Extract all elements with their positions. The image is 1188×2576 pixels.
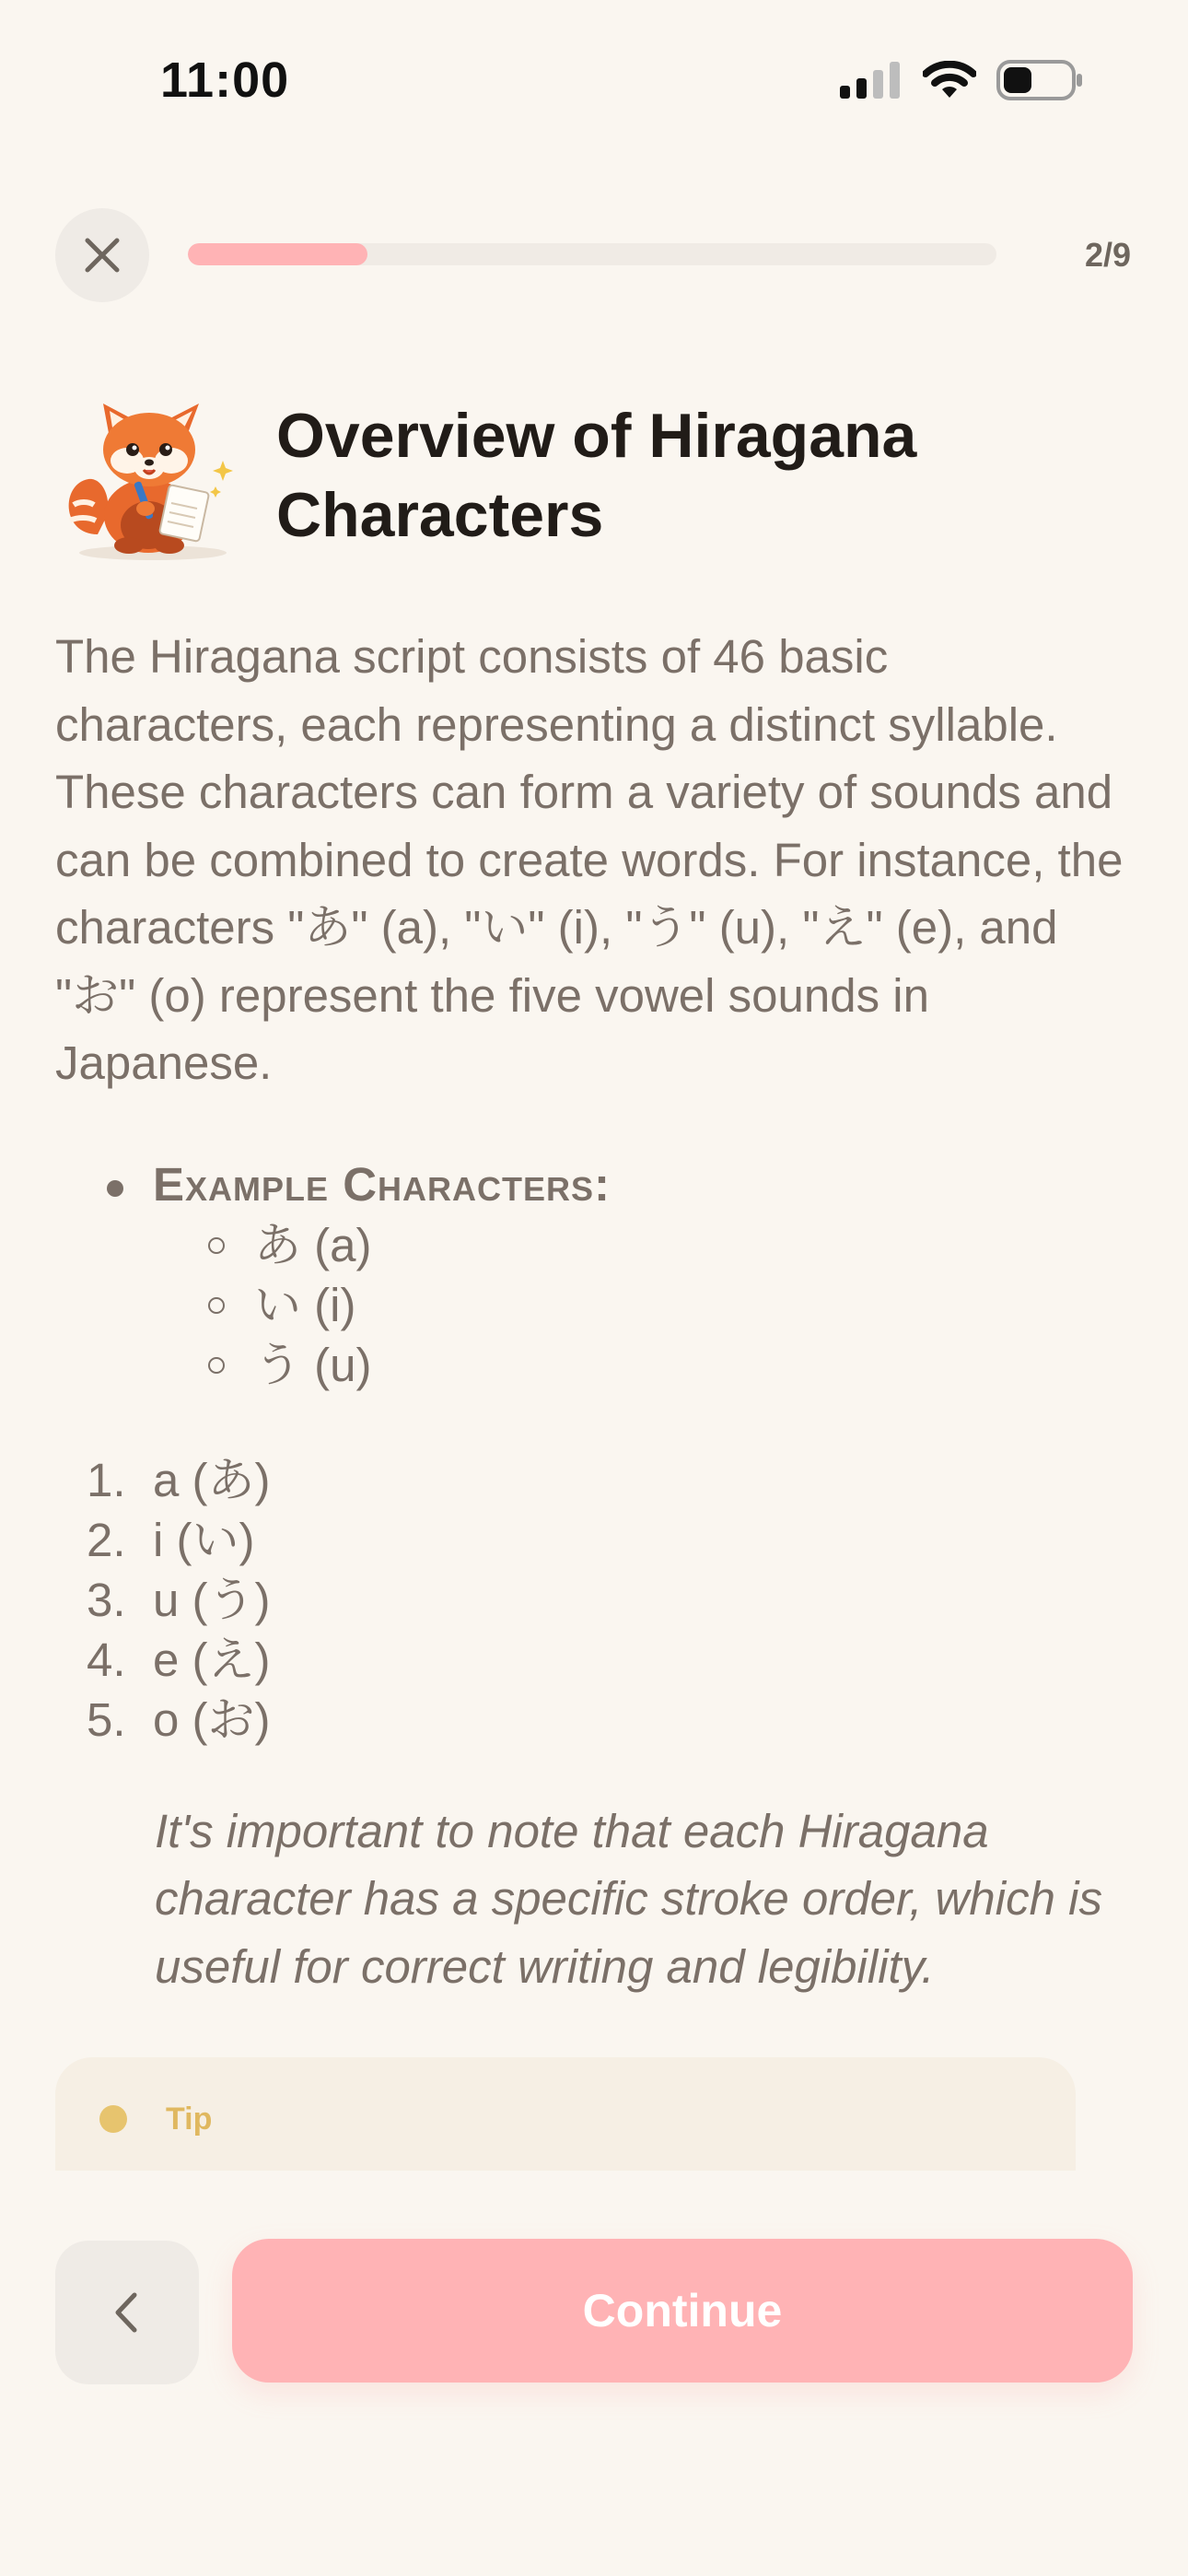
progress-bar	[188, 243, 996, 265]
status-bar	[0, 0, 1188, 157]
lesson-content[interactable]	[55, 623, 1133, 2171]
list-item	[87, 1630, 1133, 1690]
list-item	[87, 1510, 1133, 1570]
wifi-icon	[923, 61, 976, 100]
progress-fill	[188, 243, 367, 265]
bullet-heading: Example Characters:	[153, 1157, 611, 1211]
list-text: i (い)	[153, 1513, 255, 1566]
battery-icon	[996, 60, 1083, 100]
lesson-title: Overview of Hiragana Characters	[276, 401, 917, 550]
list-text: a (あ)	[153, 1453, 271, 1506]
list-item	[208, 1335, 1133, 1395]
circle-bullet-icon	[208, 1237, 225, 1254]
list-text: e (え)	[153, 1633, 271, 1686]
tip-icon	[99, 2105, 127, 2133]
close-icon	[84, 237, 121, 274]
list-item	[87, 1450, 1133, 1510]
list-number: 2.	[87, 1513, 126, 1566]
example-character: う (u)	[254, 1338, 372, 1391]
list-item	[87, 1690, 1133, 1750]
status-icons	[840, 57, 1083, 103]
list-number: 5.	[87, 1692, 126, 1746]
tip-card	[55, 2057, 1076, 2171]
cellular-signal-icon	[840, 62, 903, 99]
stroke-order-note: It's important to note that each Hiragana character has a specific stroke order, which is useful for correct writing and legibility.	[155, 1804, 1102, 1993]
chevron-left-icon	[109, 2289, 146, 2336]
list-item	[208, 1275, 1133, 1335]
circle-bullet-icon	[208, 1357, 225, 1374]
red-panda-mascot	[61, 396, 245, 562]
intro-paragraph: The Hiragana script consists of 46 basic characters, each representing a distinct syllable. These characters can form a variety of sounds and can be combined to create words. For instance, the characters "あ" (a), "い" (i), "う" (u), "え" (e), and "お" (o) represent the five vowel sounds in Japanese.	[55, 630, 1124, 1089]
list-text: o (お)	[153, 1692, 271, 1746]
example-list	[55, 1154, 1133, 1395]
list-item	[107, 1154, 1133, 1395]
tip-label: Tip	[166, 2102, 213, 2137]
back-button[interactable]	[55, 2241, 199, 2384]
bullet-dot-icon	[107, 1180, 123, 1197]
list-text: u (う)	[153, 1573, 271, 1626]
status-time: 11:00	[160, 53, 290, 108]
example-character: い (i)	[254, 1278, 356, 1331]
progress-count: 2/9	[1084, 236, 1131, 274]
continue-button[interactable]: Continue	[232, 2239, 1133, 2383]
list-number: 1.	[87, 1453, 126, 1506]
list-number: 4.	[87, 1633, 126, 1686]
example-sublist	[153, 1215, 1133, 1395]
list-item	[208, 1215, 1133, 1275]
vowel-list	[55, 1450, 1133, 1750]
circle-bullet-icon	[208, 1297, 225, 1314]
example-character: あ (a)	[254, 1218, 372, 1271]
list-item	[87, 1570, 1133, 1630]
close-button[interactable]	[55, 208, 149, 302]
list-number: 3.	[87, 1573, 126, 1626]
